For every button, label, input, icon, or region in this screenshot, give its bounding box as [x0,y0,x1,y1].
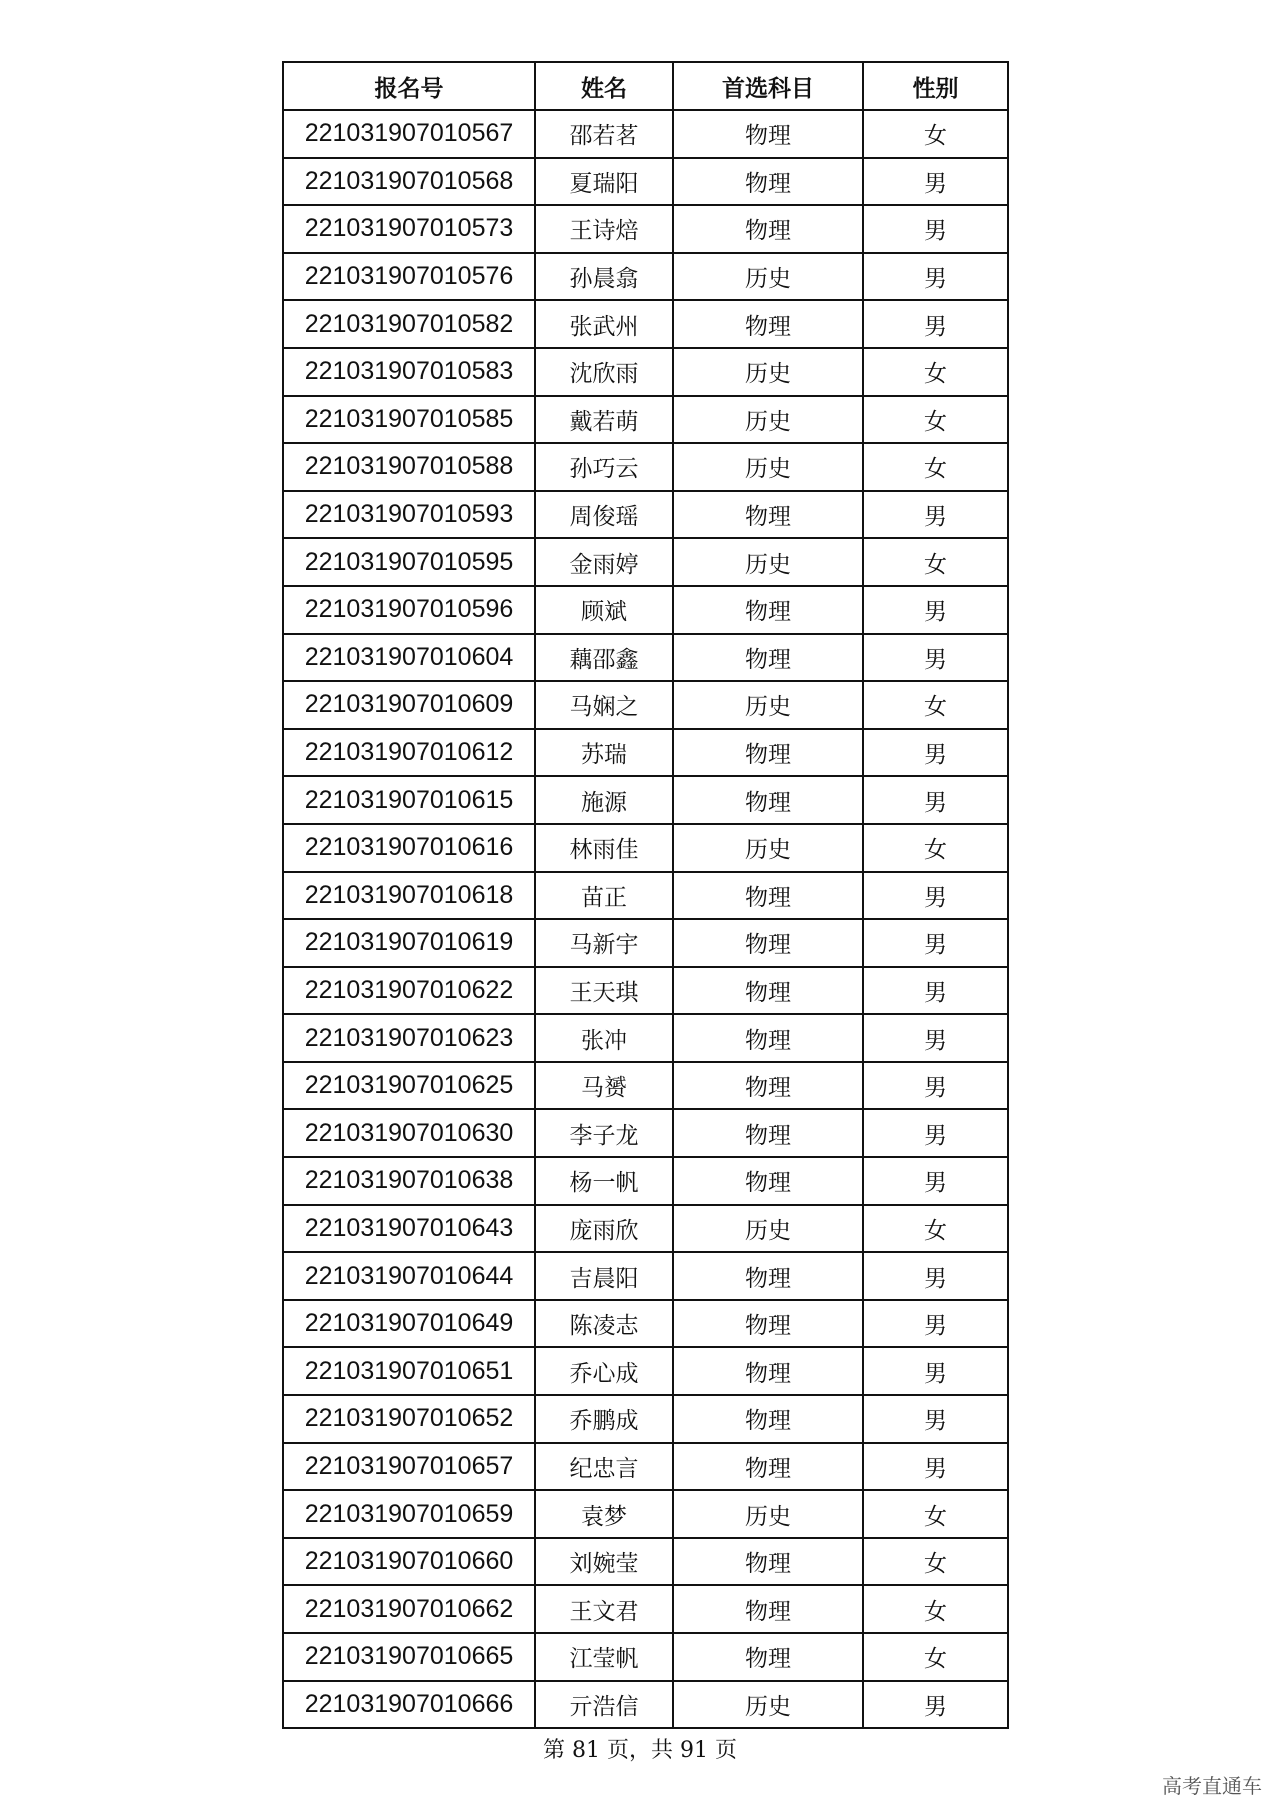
registration-number-cell: 221031907010665 [283,1633,535,1681]
student-name-cell: 沈欣雨 [535,348,673,396]
primary-subject-cell: 历史 [673,443,863,491]
registration-number-cell: 221031907010623 [283,1014,535,1062]
registration-number-cell: 221031907010612 [283,729,535,777]
gender-cell: 男 [863,1443,1008,1491]
table-row [283,491,1008,539]
table-row [283,253,1008,301]
primary-subject-cell: 物理 [673,634,863,682]
student-name-cell: 张武州 [535,300,673,348]
primary-subject-cell: 物理 [673,1062,863,1110]
student-name-cell: 袁梦 [535,1490,673,1538]
gender-cell: 男 [863,729,1008,777]
header-primary-subject: 首选科目 [673,62,863,110]
gender-cell: 男 [863,634,1008,682]
primary-subject-cell: 物理 [673,158,863,206]
header-gender: 性别 [863,62,1008,110]
primary-subject-cell: 历史 [673,348,863,396]
student-name-cell: 苗正 [535,872,673,920]
primary-subject-cell: 物理 [673,1300,863,1348]
gender-cell: 女 [863,110,1008,158]
gender-cell: 男 [863,776,1008,824]
student-name-cell: 刘婉莹 [535,1538,673,1586]
primary-subject-cell: 物理 [673,1252,863,1300]
student-name-cell: 苏瑞 [535,729,673,777]
student-name-cell: 马赟 [535,1062,673,1110]
primary-subject-cell: 历史 [673,681,863,729]
registration-number-cell: 221031907010666 [283,1681,535,1729]
gender-cell: 男 [863,158,1008,206]
table-row [283,1585,1008,1633]
primary-subject-cell: 物理 [673,776,863,824]
student-name-cell: 藕邵鑫 [535,634,673,682]
table-row [283,586,1008,634]
registration-number-cell: 221031907010660 [283,1538,535,1586]
student-name-cell: 江莹帆 [535,1633,673,1681]
registration-number-cell: 221031907010630 [283,1109,535,1157]
table-row [283,396,1008,444]
primary-subject-cell: 历史 [673,1490,863,1538]
registration-number-cell: 221031907010595 [283,538,535,586]
student-name-cell: 孙巧云 [535,443,673,491]
primary-subject-cell: 历史 [673,824,863,872]
table-row [283,1538,1008,1586]
primary-subject-cell: 物理 [673,1443,863,1491]
registration-number-cell: 221031907010618 [283,872,535,920]
table-row [283,967,1008,1015]
primary-subject-cell: 物理 [673,1395,863,1443]
registration-number-cell: 221031907010619 [283,919,535,967]
table-row [283,1252,1008,1300]
primary-subject-cell: 物理 [673,1585,863,1633]
gender-cell: 女 [863,396,1008,444]
student-name-cell: 陈凌志 [535,1300,673,1348]
student-name-cell: 戴若萌 [535,396,673,444]
registration-number-cell: 221031907010576 [283,253,535,301]
table-row [283,872,1008,920]
student-name-cell: 乔心成 [535,1347,673,1395]
registration-number-cell: 221031907010604 [283,634,535,682]
student-name-cell: 顾斌 [535,586,673,634]
primary-subject-cell: 物理 [673,1157,863,1205]
primary-subject-cell: 物理 [673,1347,863,1395]
student-name-cell: 杨一帆 [535,1157,673,1205]
watermark: 高考直通车 [1162,1774,1262,1798]
table-row [283,1205,1008,1253]
registration-number-cell: 221031907010593 [283,491,535,539]
gender-cell: 男 [863,1157,1008,1205]
student-list-table [282,61,1009,1729]
registration-number-cell: 221031907010657 [283,1443,535,1491]
student-name-cell: 夏瑞阳 [535,158,673,206]
gender-cell: 女 [863,443,1008,491]
gender-cell: 男 [863,1395,1008,1443]
primary-subject-cell: 历史 [673,538,863,586]
table-row [283,1347,1008,1395]
table-row [283,538,1008,586]
table-row [283,1300,1008,1348]
registration-number-cell: 221031907010588 [283,443,535,491]
gender-cell: 男 [863,1109,1008,1157]
registration-number-cell: 221031907010568 [283,158,535,206]
student-name-cell: 周俊瑶 [535,491,673,539]
primary-subject-cell: 历史 [673,1681,863,1729]
gender-cell: 女 [863,824,1008,872]
table-row [283,1109,1008,1157]
table-row [283,1062,1008,1110]
gender-cell: 男 [863,967,1008,1015]
registration-number-cell: 221031907010622 [283,967,535,1015]
gender-cell: 男 [863,919,1008,967]
gender-cell: 男 [863,586,1008,634]
page-number: 第 81 页，共 91 页 [543,1738,737,1763]
student-name-cell: 王诗焙 [535,205,673,253]
table-row [283,729,1008,777]
gender-cell: 男 [863,253,1008,301]
primary-subject-cell: 物理 [673,1538,863,1586]
primary-subject-cell: 物理 [673,967,863,1015]
student-name-cell: 马娴之 [535,681,673,729]
student-name-cell: 施源 [535,776,673,824]
gender-cell: 女 [863,538,1008,586]
registration-number-cell: 221031907010643 [283,1205,535,1253]
registration-number-cell: 221031907010644 [283,1252,535,1300]
gender-cell: 男 [863,1300,1008,1348]
table-header-row [283,62,1008,110]
gender-cell: 男 [863,300,1008,348]
table-row [283,158,1008,206]
registration-number-cell: 221031907010652 [283,1395,535,1443]
student-name-cell: 庞雨欣 [535,1205,673,1253]
gender-cell: 女 [863,681,1008,729]
table-row [283,1157,1008,1205]
table-row [283,348,1008,396]
registration-number-cell: 221031907010662 [283,1585,535,1633]
gender-cell: 男 [863,872,1008,920]
registration-number-cell: 221031907010616 [283,824,535,872]
registration-number-cell: 221031907010659 [283,1490,535,1538]
gender-cell: 女 [863,1633,1008,1681]
student-name-cell: 张冲 [535,1014,673,1062]
table-row [283,1633,1008,1681]
table-row [283,1395,1008,1443]
primary-subject-cell: 物理 [673,1014,863,1062]
table-row [283,110,1008,158]
registration-number-cell: 221031907010638 [283,1157,535,1205]
table-row [283,1490,1008,1538]
student-name-cell: 马新宇 [535,919,673,967]
registration-number-cell: 221031907010651 [283,1347,535,1395]
table-row [283,205,1008,253]
table-row [283,1014,1008,1062]
registration-number-cell: 221031907010567 [283,110,535,158]
registration-number-cell: 221031907010596 [283,586,535,634]
gender-cell: 女 [863,1205,1008,1253]
student-name-cell: 乔鹏成 [535,1395,673,1443]
gender-cell: 男 [863,491,1008,539]
table-row [283,919,1008,967]
registration-number-cell: 221031907010625 [283,1062,535,1110]
gender-cell: 男 [863,1681,1008,1729]
registration-number-cell: 221031907010573 [283,205,535,253]
registration-number-cell: 221031907010582 [283,300,535,348]
student-name-cell: 王文君 [535,1585,673,1633]
primary-subject-cell: 物理 [673,919,863,967]
gender-cell: 男 [863,205,1008,253]
registration-number-cell: 221031907010585 [283,396,535,444]
student-name-cell: 邵若茗 [535,110,673,158]
table-row [283,300,1008,348]
gender-cell: 男 [863,1347,1008,1395]
gender-cell: 女 [863,1490,1008,1538]
gender-cell: 女 [863,1538,1008,1586]
student-name-cell: 王天琪 [535,967,673,1015]
table-row [283,1443,1008,1491]
primary-subject-cell: 物理 [673,110,863,158]
primary-subject-cell: 历史 [673,1205,863,1253]
table-row [283,681,1008,729]
student-name-cell: 吉晨阳 [535,1252,673,1300]
student-name-cell: 李子龙 [535,1109,673,1157]
student-name-cell: 孙晨翕 [535,253,673,301]
table-row [283,1681,1008,1729]
table-row [283,634,1008,682]
gender-cell: 男 [863,1014,1008,1062]
student-name-cell: 纪忠言 [535,1443,673,1491]
gender-cell: 女 [863,348,1008,396]
primary-subject-cell: 物理 [673,205,863,253]
table-row [283,824,1008,872]
primary-subject-cell: 物理 [673,491,863,539]
gender-cell: 女 [863,1585,1008,1633]
student-name-cell: 亓浩信 [535,1681,673,1729]
primary-subject-cell: 物理 [673,300,863,348]
header-name: 姓名 [535,62,673,110]
registration-number-cell: 221031907010615 [283,776,535,824]
registration-number-cell: 221031907010609 [283,681,535,729]
primary-subject-cell: 物理 [673,1109,863,1157]
primary-subject-cell: 物理 [673,729,863,777]
primary-subject-cell: 物理 [673,1633,863,1681]
primary-subject-cell: 历史 [673,253,863,301]
registration-number-cell: 221031907010583 [283,348,535,396]
student-name-cell: 金雨婷 [535,538,673,586]
table-row [283,776,1008,824]
primary-subject-cell: 物理 [673,586,863,634]
header-registration-number: 报名号 [283,62,535,110]
gender-cell: 男 [863,1252,1008,1300]
registration-number-cell: 221031907010649 [283,1300,535,1348]
primary-subject-cell: 历史 [673,396,863,444]
table-row [283,443,1008,491]
primary-subject-cell: 物理 [673,872,863,920]
student-name-cell: 林雨佳 [535,824,673,872]
gender-cell: 男 [863,1062,1008,1110]
